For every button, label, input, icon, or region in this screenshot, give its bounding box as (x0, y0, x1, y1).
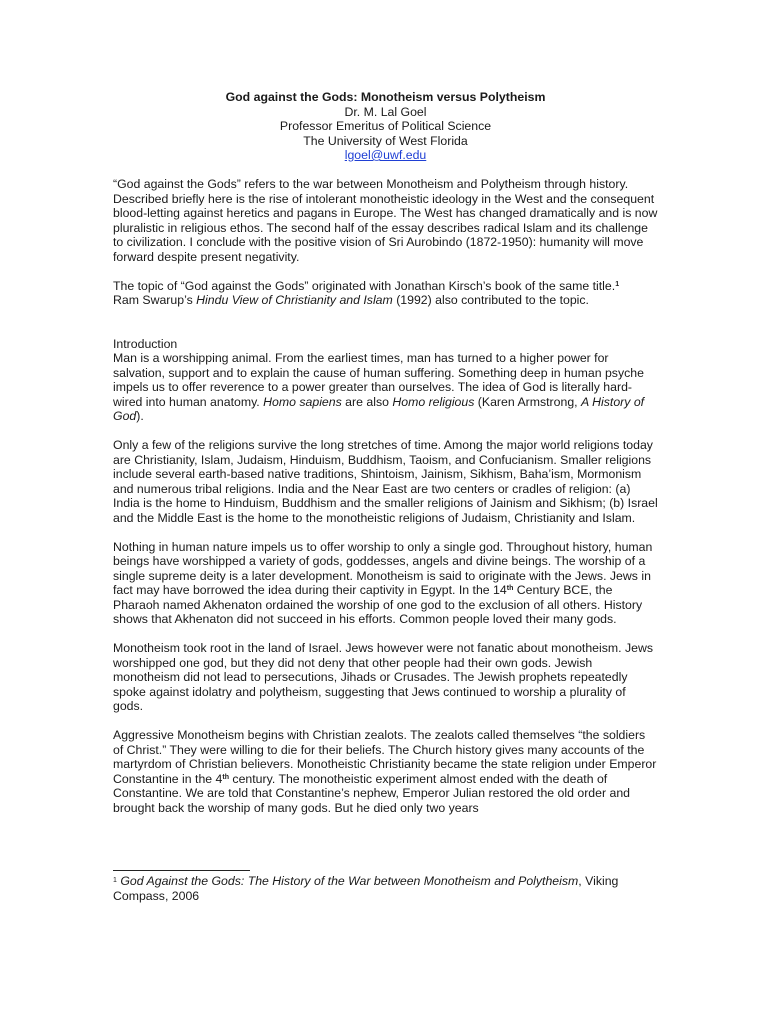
author-name: Dr. M. Lal Goel (344, 104, 427, 119)
document-header (113, 90, 658, 163)
footnote-reference[interactable]: 1 (615, 280, 620, 288)
intro-paragraph-2: Only a few of the religions survive the long stretches of time. Among the major world religions today are Christianity, Islam, Judaism, Hinduism, Buddhism, Taoism, and Confucianism. Smaller religions include several earth-based native traditions, Shintoism, Jainism, Sikhism, Baha’ism, Mormonism and numerous tribal religions. India and the Near East are two centers or cradles of religion: (a) India is the home to Hinduism, Buddhism and the smaller religions of Jainism and Sikhism; (b) Israel and the Middle East is the home to the monotheistic religions of Judaism, Christianity and Islam. (113, 438, 658, 525)
intro-paragraph-4: Monotheism took root in the land of Israel. Jews however were not fanatic about monotheism. Jews worshipped one god, but they did not deny that other people had their own gods. Jewish monotheism did not lead to persecutions, Jihads or Crusades. The Jewish prophets repeatedly spoke against idolatry and polytheism, suggesting that Jews continued to worship a plurality of gods. (113, 641, 653, 713)
footnote-separator (113, 870, 250, 871)
footnote-book-title: God Against the Gods: The History of the War between Monotheism and Polytheism (120, 874, 579, 888)
document-page (113, 90, 658, 830)
intro-paragraph-1: Man is a worshipping animal. From the earliest times, man has turned to a higher power for salvation, support and to explain the cause of human suffering. Something deep in human psyche impels us to offer reverence to a power greater than ourselves. The idea of God is literally hard-wired into human anatomy. Homo sapiens are also Homo religious (Karen Armstrong, A History of God). (113, 351, 645, 423)
intro-paragraph-3: Nothing in human nature impels us to offer worship to only a single god. Throughout history, human beings have worshipped a variety of gods, goddesses, angels and divine beings. The worship of a single supreme deity is a later development. Monotheism is said to originate with the Jews. Jews in fact may have borrowed the idea during their captivity in Egypt. In the 14th Century BCE, the Pharaoh named Akhenaton ordained the worship of one god to the exclusion of all others. History shows that Akhenaton did not succeed in his efforts. Common people loved their many gods. (113, 539, 653, 626)
section-heading-introduction: Introduction (113, 336, 178, 351)
document-title: God against the Gods: Monotheism versus Polytheism (225, 90, 546, 104)
footnote: $^1$ God Against the Gods: The History of the War between Monotheism and Polytheism, Viking Compass, 2006 (113, 874, 619, 903)
origin-paragraph: The topic of “God against the Gods” originated with Jonathan Kirsch’s book of the same title.$^1$ Ram Swarup’s Hindu View of Christianity and Islam (1992) also contributed to the topic. (113, 278, 620, 307)
abstract-paragraph: “God against the Gods” refers to the war between Monotheism and Polytheism through history. Described briefly here is the rise of intolerant monotheistic ideology in the West and the consequent blood-letting against heretics and pagans in Europe. The West has changed dramatically and is now pluralistic in religious ethos. The second half of the essay describes radical Islam and its challenge to civilization. I conclude with the positive vision of Sri Aurobindo (1872-1950): humanity will move forward despite present negativity. (113, 177, 658, 264)
book-title: Hindu View of Christianity and Islam (196, 293, 393, 307)
footnote-mark: 1 (113, 877, 117, 884)
author-email-link[interactable]: lgoel@uwf.edu (344, 148, 427, 162)
author-position: Professor Emeritus of Political Science (279, 119, 492, 133)
author-university: The University of West Florida (303, 133, 468, 148)
intro-paragraph-5: Aggressive Monotheism begins with Christian zealots. The zealots called themselves “the soldiers of Christ.” They were willing to die for their beliefs. The Church history gives many accounts of the martyrdom of Christian believers. Monotheistic Christianity became the state religion under Emperor Constantine in the 4th century. The monotheistic experiment almost ended with the death of Constantine. We are told that Constantine’s nephew, Emperor Julian restored the old order and brought back the worship of many gods. But he died only two years (113, 728, 657, 815)
origin-text: The topic of “God against the Gods” originated with Jonathan Kirsch’s book of the same title. (113, 278, 616, 293)
